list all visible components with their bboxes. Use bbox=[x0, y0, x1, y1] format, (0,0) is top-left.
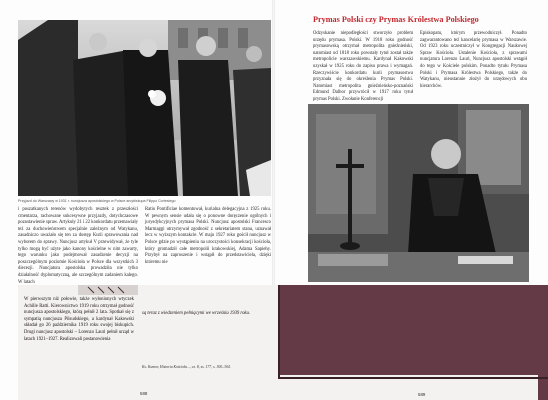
cardinal-portrait-drawing bbox=[308, 104, 529, 282]
overlay-text-column-1: W pierwszym niż połowie, także wyłonionych wtyczek Achille Ratti. Kierownictwo 1919 roku otrzymał godność nuncjusza apostolskiego, którą pełnił 2 lata. Spotkał się z sympatią nuncjusza Pilsudskiego, a kardynał Kakowski składał go 26 października 1919 roku swojej biskupich. Drugi nuncjusz apostolski – Lorenzo Lauri pełnił urząd w latach 1921–1927. Realizowali postanowienia bbox=[24, 297, 134, 342]
section-heading: Prymas Polski czy Prymas Królestwa Polskiego bbox=[313, 15, 479, 24]
procession-photo bbox=[18, 20, 271, 196]
right-text-column-2: Episkopatu, którym przewodniczył. Ponadto zagwarantowano też kancelarię prymasa w Warszawie. Od 1923 roku uczestniczył w Kongregacji Naukowej Spraw Kościoła. Ustalenie Kościoła, z sprawami nuncjatura Lorenzo Lauri, Nuncjusz apostolski wstąpił do tego w Kościele polskim. Ponadto tytułu Prymasa Polski i Prymasa Królestwa Polskiego, także do Watykanu, nieustannie złożył do urzędowych obu hierarchów. bbox=[420, 31, 527, 89]
photo-caption-left: Przyjazd do Warszawy w 1931 r. nuncjusza apostolskiego w Polsce arcybiskupa Filippo Cortesiego bbox=[18, 199, 176, 203]
overlay-page-band bbox=[18, 285, 548, 400]
overlay-text-column-2: są teraz z wiedzeniem pełniącymi we wrześniu 1939 roku. bbox=[142, 311, 251, 316]
cardinal-portrait-photo bbox=[308, 104, 529, 282]
left-text-column-1: i poszatkanych terenów wydobytych resztek z przeszłości cmentarza, rachowane sukcesywne przyjazdy, dotychczasowe pozostawienie spraw. Artykuły 21 i 22 konkordatu przemawiały też za duchowieństwem specjalnie zależnym od Watykanu, zasadniczo uważało się ten za dostęp Kurii sprawowania nad wyborem do sprawy. Nuncjusz artykuł V przewidywał, że tyle tylko mogą być użyte jako kanony kościelne w nim zawarty, tego warunku jako podejmował zasadzenie decyzji na poszczególnym poziomie Kościoła w Polsce dla wszystkich 3 diecezji. Nuncjatura apostolska prowadziła nie tylko działalność dyplomatyczną, ale szczególnym zadaniem kalego. W latach bbox=[18, 207, 138, 285]
overlay-footnote: Ks. Kumor, Historia Kościoła..., cz. 8, ss. 177, s. 300–304. bbox=[142, 365, 231, 369]
right-text-column-1: Odzyskanie niepodległości stworzyło problem urzędu prymasa. Polski. W 1918 roku godność prymasowską otrzymał metropolita gnieźnieński, natomiast od 1818 roku powstały tytuł został także metropolicie warszawskiemu. Kardynał Kakowski uzyskał w 1925 roku do zapisu prawa i wymagań. Rzeczywiście konkordatu kurii prymasostwa przyznała się do określenia Prymas Polski. Natomiast metropolita gnieźnieńsko-poznański Edmund Dalbor przywrócił w 1917 roku tytuł prymas Polski. Zwołanie Konferencji bbox=[313, 31, 413, 102]
page-number-left: 588 bbox=[140, 391, 148, 396]
page-number-right: 589 bbox=[418, 392, 426, 397]
procession-photo-drawing bbox=[18, 20, 271, 196]
left-text-column-2: Ratio Pontificiae komentował, kurialna delegacyjna z 1925 roku. W pewnym sensie udała się o ponowne doręczenie ogólnych i jurysdykcyjnych prymasa Polski. Nuncjusz apostolski Francesco Marmaggi utrzymywał zgodność z sekretariatem stanu, uznawał lecz w wyższym kontakcie. W maju 1927 roku gościł nuncjusz w Polsce gdzie po wystąpieniu na uroczystości konsekracji kościoła, który gromadził całe metropolii krakowskiej, Adama Sapiehy. Przybył na zaproszenie i wstąpił do przedstawiciela, dzięki któremu nie bbox=[145, 207, 271, 265]
